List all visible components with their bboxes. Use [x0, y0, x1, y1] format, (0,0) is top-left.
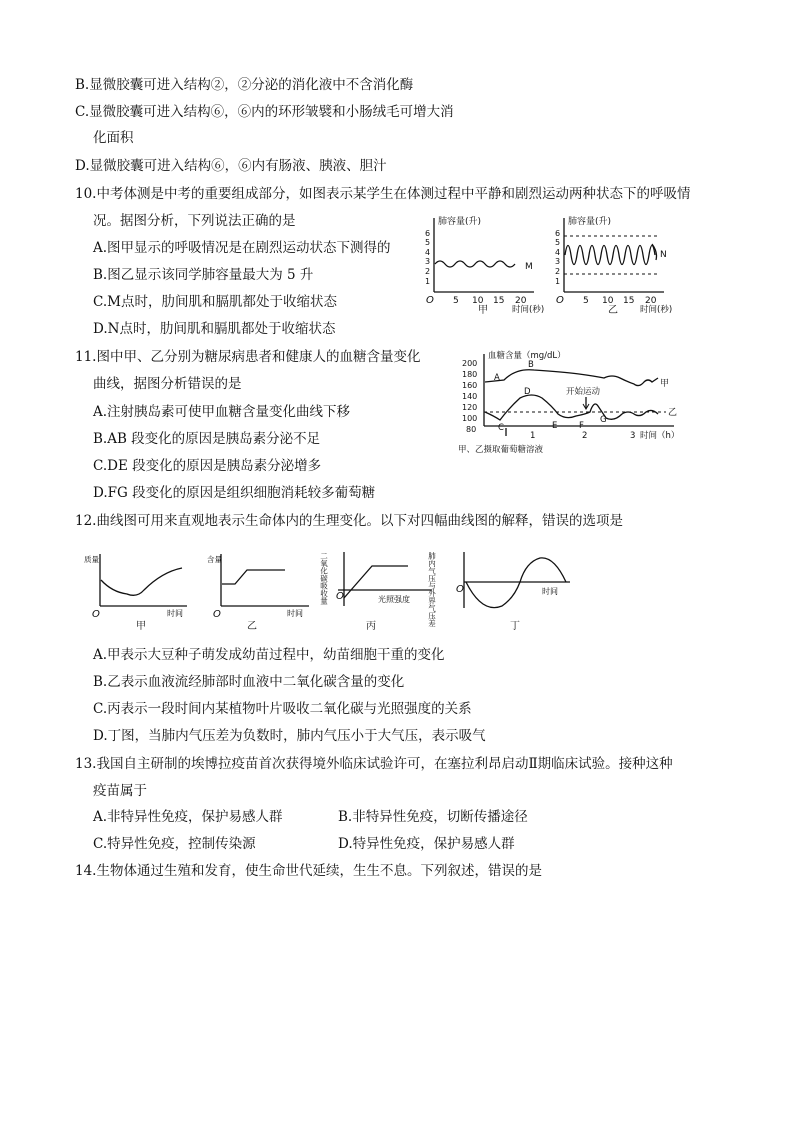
origin-label: O [336, 591, 344, 602]
label-e: E [552, 421, 558, 431]
fig-caption: 甲 [136, 621, 146, 632]
fig-caption: 乙 [247, 621, 257, 632]
q12-fig-jia [82, 548, 192, 632]
tick: 6 [555, 229, 561, 238]
q11-stem-cont: 曲线，据图分析错误的是 [93, 376, 242, 392]
annotation-start-exercise: 开始运动 [566, 387, 601, 397]
origin-label: O [426, 295, 434, 306]
q13-option-a: A.非特异性免疫，保护易感人群 [93, 809, 283, 825]
label-b: B [528, 360, 534, 370]
q9-option-c-cont: 化面积 [93, 130, 134, 146]
tick: 2 [582, 431, 588, 441]
q10-chart-yi [552, 214, 682, 314]
curve [344, 566, 408, 598]
q11-blood-sugar-chart [454, 348, 690, 458]
chart-caption: 乙 [608, 305, 618, 316]
tick: 1 [555, 277, 561, 286]
label-f: F [579, 421, 584, 431]
tick: 5 [583, 296, 589, 306]
x-axis-label: 时间（h） [640, 431, 680, 441]
curve [222, 570, 285, 584]
curve [466, 558, 566, 608]
q11-option-b: B.AB 段变化的原因是胰岛素分泌不足 [93, 431, 321, 447]
breathing-curve [435, 261, 515, 267]
q10-option-a: A.图甲显示的呼吸情况是在剧烈运动状态下测得的 [93, 240, 391, 256]
q9-option-b: B.显微胶囊可进入结构②，②分泌的消化液中不含消化酶 [75, 77, 414, 93]
tick: 160 [462, 381, 478, 390]
q12-stem: 12.曲线图可用来直观地表示生命体内的生理变化。以下对四幅曲线图的解释，错误的选项是 [75, 513, 623, 529]
q13-stem: 13.我国自主研制的埃博拉疫苗首次获得境外临床试验许可，在塞拉利昂启动Ⅱ期临床试验。接种这种 [75, 756, 673, 772]
x-axis-label: 时间 [167, 609, 183, 618]
tick: 3 [425, 257, 431, 266]
x-axis-label: 时间 [287, 609, 303, 618]
curve-jia-label: 甲 [660, 379, 670, 389]
q10-stem: 10.中考体测是中考的重要组成部分，如图表示某学生在体测过程中平静和剧烈运动两种状态下的呼吸情 [75, 186, 691, 202]
q10-chart-jia [422, 214, 550, 314]
breathing-curve [565, 246, 655, 265]
tick: 200 [462, 359, 478, 368]
q11-option-d: D.FG 段变化的原因是组织细胞消耗较多葡萄糖 [93, 485, 376, 501]
q13-stem-cont: 疫苗属于 [93, 783, 147, 799]
q11-option-c: C.DE 段变化的原因是胰岛素分泌增多 [93, 458, 322, 474]
label-d: D [524, 387, 531, 397]
q13-option-d: D.特异性免疫，保护易感人群 [338, 836, 515, 852]
chart-caption: 甲 [478, 305, 488, 316]
fig-caption: 丙 [366, 621, 376, 632]
tick: 80 [466, 425, 477, 434]
curve-yi-label: 乙 [668, 408, 678, 418]
tick: 4 [555, 248, 561, 257]
q11-option-a: A.注射胰岛素可使甲血糖含量变化曲线下移 [93, 404, 351, 420]
x-axis-label: 光照强度 [378, 595, 410, 604]
y-axis-label: 含量 [207, 555, 222, 564]
point-n-label: N [660, 250, 667, 260]
x-axis-label: 时间(秒) [640, 305, 673, 315]
tick: 3 [555, 257, 561, 266]
x-axis-label: 时间 [542, 587, 558, 596]
curve-yi [485, 395, 658, 420]
q10-option-c: C.M点时，肋间肌和膈肌都处于收缩状态 [93, 294, 337, 310]
tick: 3 [630, 431, 636, 441]
q12-option-a: A.甲表示大豆种子萌发成幼苗过程中，幼苗细胞干重的变化 [93, 647, 445, 663]
tick: 2 [425, 267, 431, 276]
q10-option-b: B.图乙显示该同学肺容量最大为 5 升 [93, 267, 314, 283]
fig-caption: 丁 [510, 621, 520, 632]
y-axis-label: 肺容量(升) [568, 217, 612, 227]
y-axis-label: 质量 [84, 555, 99, 564]
label-c: C [498, 423, 504, 433]
tick: 120 [462, 403, 478, 412]
point-m-label: M [525, 262, 533, 272]
footnote: 甲、乙摄取葡萄糖溶液 [458, 445, 544, 455]
q14-stem: 14.生物体通过生殖和发育，使生命世代延续，生生不息。下列叙述，错误的是 [75, 863, 542, 879]
tick: 15 [623, 296, 635, 306]
origin-label: O [92, 609, 100, 620]
tick: 4 [425, 248, 431, 257]
q10-stem-cont: 况。据图分析，下列说法正确的是 [93, 213, 296, 229]
q12-option-c: C.丙表示一段时间内某植物叶片吸收二氧化碳与光照强度的关系 [93, 701, 472, 717]
tick: 180 [462, 370, 478, 379]
q12-option-b: B.乙表示血液流经肺部时血液中二氧化碳含量的变化 [93, 674, 405, 690]
tick: 100 [462, 414, 478, 423]
label-a: A [494, 373, 500, 383]
tick: 20 [515, 296, 527, 306]
y-axis-label: 肺内气压与外界气压差 [427, 552, 437, 627]
origin-label: O [456, 584, 464, 595]
tick: 140 [462, 392, 478, 401]
x-axis-label: 时间(秒) [512, 305, 545, 315]
curve-jia [485, 370, 658, 386]
tick: 6 [425, 229, 431, 238]
tick: 1 [530, 431, 536, 441]
tick: 5 [555, 238, 561, 247]
q12-option-d: D.丁图，当肺内气压差为负数时，肺内气压小于大气压，表示吸气 [93, 728, 486, 744]
q13-option-c: C.特异性免疫，控制传染源 [93, 836, 256, 852]
origin-label: O [556, 295, 564, 306]
tick: 2 [555, 267, 561, 276]
q10-option-d: D.N点时，肋间肌和膈肌都处于收缩状态 [93, 321, 336, 337]
origin-label: O [213, 609, 221, 620]
q13-option-b: B.非特异性免疫，切断传播途径 [338, 809, 528, 825]
tick: 15 [493, 296, 505, 306]
label-g: G [600, 415, 607, 425]
curve [101, 568, 182, 595]
y-axis-label: 血糖含量（mg/dL） [488, 351, 566, 361]
tick: 5 [453, 296, 459, 306]
q12-fig-yi [205, 548, 313, 632]
q9-option-c: C.显微胶囊可进入结构⑥，⑥内的环形皱襞和小肠绒毛可增大消 [75, 104, 454, 120]
q11-stem: 11.图中甲、乙分别为糖尿病患者和健康人的血糖含量变化 [75, 349, 421, 365]
tick: 5 [425, 238, 431, 247]
tick: 1 [425, 277, 431, 286]
y-axis-label: 二氧化碳吸收量 [319, 552, 329, 605]
q12-fig-ding [402, 548, 574, 632]
tick: 10 [472, 296, 484, 306]
tick: 20 [645, 296, 657, 306]
y-axis-label: 肺容量(升) [438, 217, 482, 227]
tick: 10 [602, 296, 614, 306]
q9-option-d: D.显微胶囊可进入结构⑥，⑥内有肠液、胰液、胆汁 [75, 158, 387, 174]
